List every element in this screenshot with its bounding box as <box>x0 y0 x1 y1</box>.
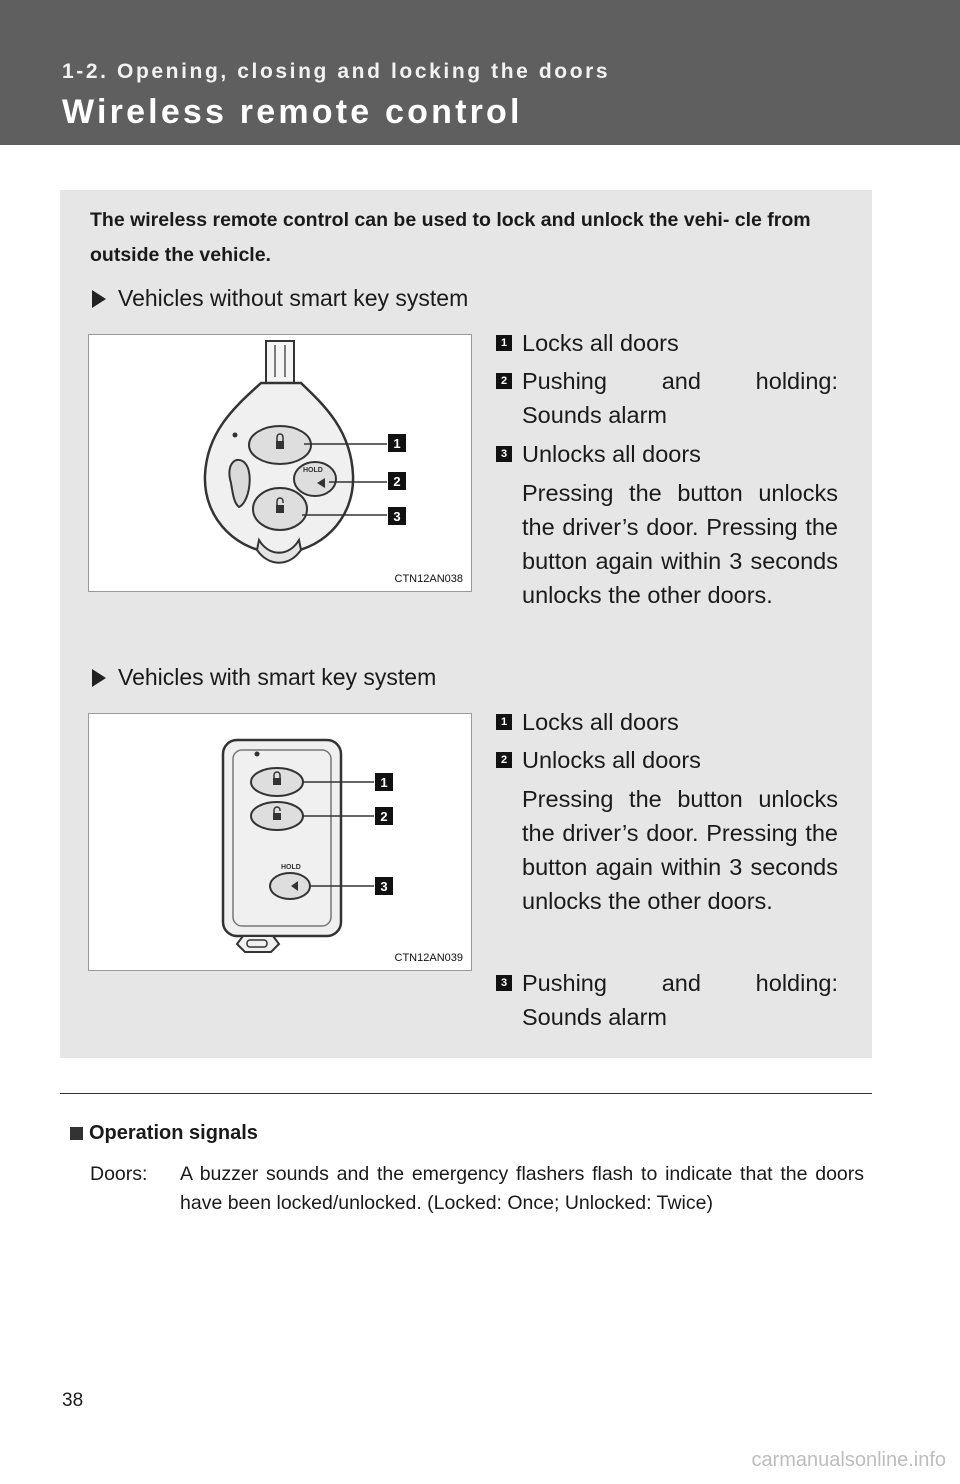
number-badge: 2 <box>496 752 512 768</box>
list-item <box>496 437 838 612</box>
intro-text: The wireless remote control can be used to lock and unlock the vehi- cle from outside the vehicle. <box>90 209 811 266</box>
item-text: Locks all doors <box>522 330 679 356</box>
number-badge: 1 <box>496 714 512 730</box>
list-item <box>496 966 838 1034</box>
item-detail: Pressing the button unlocks the driver’s door. Pressing the button again within 3 seconds unlocks the other doors. <box>522 786 838 914</box>
item-text: Unlocks all doors <box>522 747 701 773</box>
hold-label: HOLD <box>303 467 323 474</box>
number-badge: 1 <box>496 335 512 351</box>
arrow-right-icon <box>92 290 106 308</box>
variant-heading-no-smart-key <box>92 285 468 312</box>
list-item <box>496 743 838 918</box>
list-item <box>496 326 838 360</box>
key-fob-figure <box>88 334 472 592</box>
smart-key-figure <box>88 713 472 971</box>
section-heading: 1-2. Opening, closing and locking the doors <box>62 60 611 83</box>
watermark: carmanualsonline.info <box>751 1449 946 1471</box>
item-text: Locks all doors <box>522 709 679 735</box>
callout-1: 1 <box>380 775 388 790</box>
item-detail: Pressing the button unlocks the driver’s door. Pressing the button again within 3 seconds unlocks the other doors. <box>522 480 838 608</box>
notes-heading <box>70 1122 258 1145</box>
page-number: 38 <box>62 1390 84 1411</box>
variant-heading-smart-key <box>92 664 436 691</box>
figure-code: CTN12AN039 <box>394 952 463 964</box>
note-text: A buzzer sounds and the emergency flashers flash to indicate that the doors have been locked/unlocked. (Locked: Once; Unlocked: Twice) <box>180 1163 864 1214</box>
number-badge: 3 <box>496 446 512 462</box>
key-fob-illustration <box>89 335 473 593</box>
divider <box>60 1093 872 1094</box>
item-text: Pushing and holding: Sounds alarm <box>522 368 838 428</box>
number-badge: 3 <box>496 975 512 991</box>
callout-2: 2 <box>380 809 388 824</box>
figure-code: CTN12AN038 <box>394 573 463 585</box>
arrow-right-icon <box>92 669 106 687</box>
note-row <box>90 1160 864 1218</box>
callout-2: 2 <box>393 474 401 489</box>
notes-heading-label: Operation signals <box>89 1122 258 1144</box>
list-item <box>496 364 838 432</box>
callout-3: 3 <box>393 509 401 524</box>
note-label: Doors: <box>90 1163 148 1185</box>
variant-heading-label: Vehicles with smart key system <box>118 664 437 690</box>
callout-1: 1 <box>393 436 401 451</box>
square-bullet-icon <box>70 1127 83 1140</box>
hold-label: HOLD <box>281 864 301 871</box>
number-badge: 2 <box>496 373 512 389</box>
page-header <box>0 0 960 145</box>
smart-key-illustration <box>89 714 473 972</box>
list-item <box>496 705 838 739</box>
variant-heading-label: Vehicles without smart key system <box>118 285 469 311</box>
item-text: Unlocks all doors <box>522 441 701 467</box>
page-title: Wireless remote control <box>62 93 523 131</box>
callout-3: 3 <box>380 879 388 894</box>
item-text: Pushing and holding: Sounds alarm <box>522 970 838 1030</box>
